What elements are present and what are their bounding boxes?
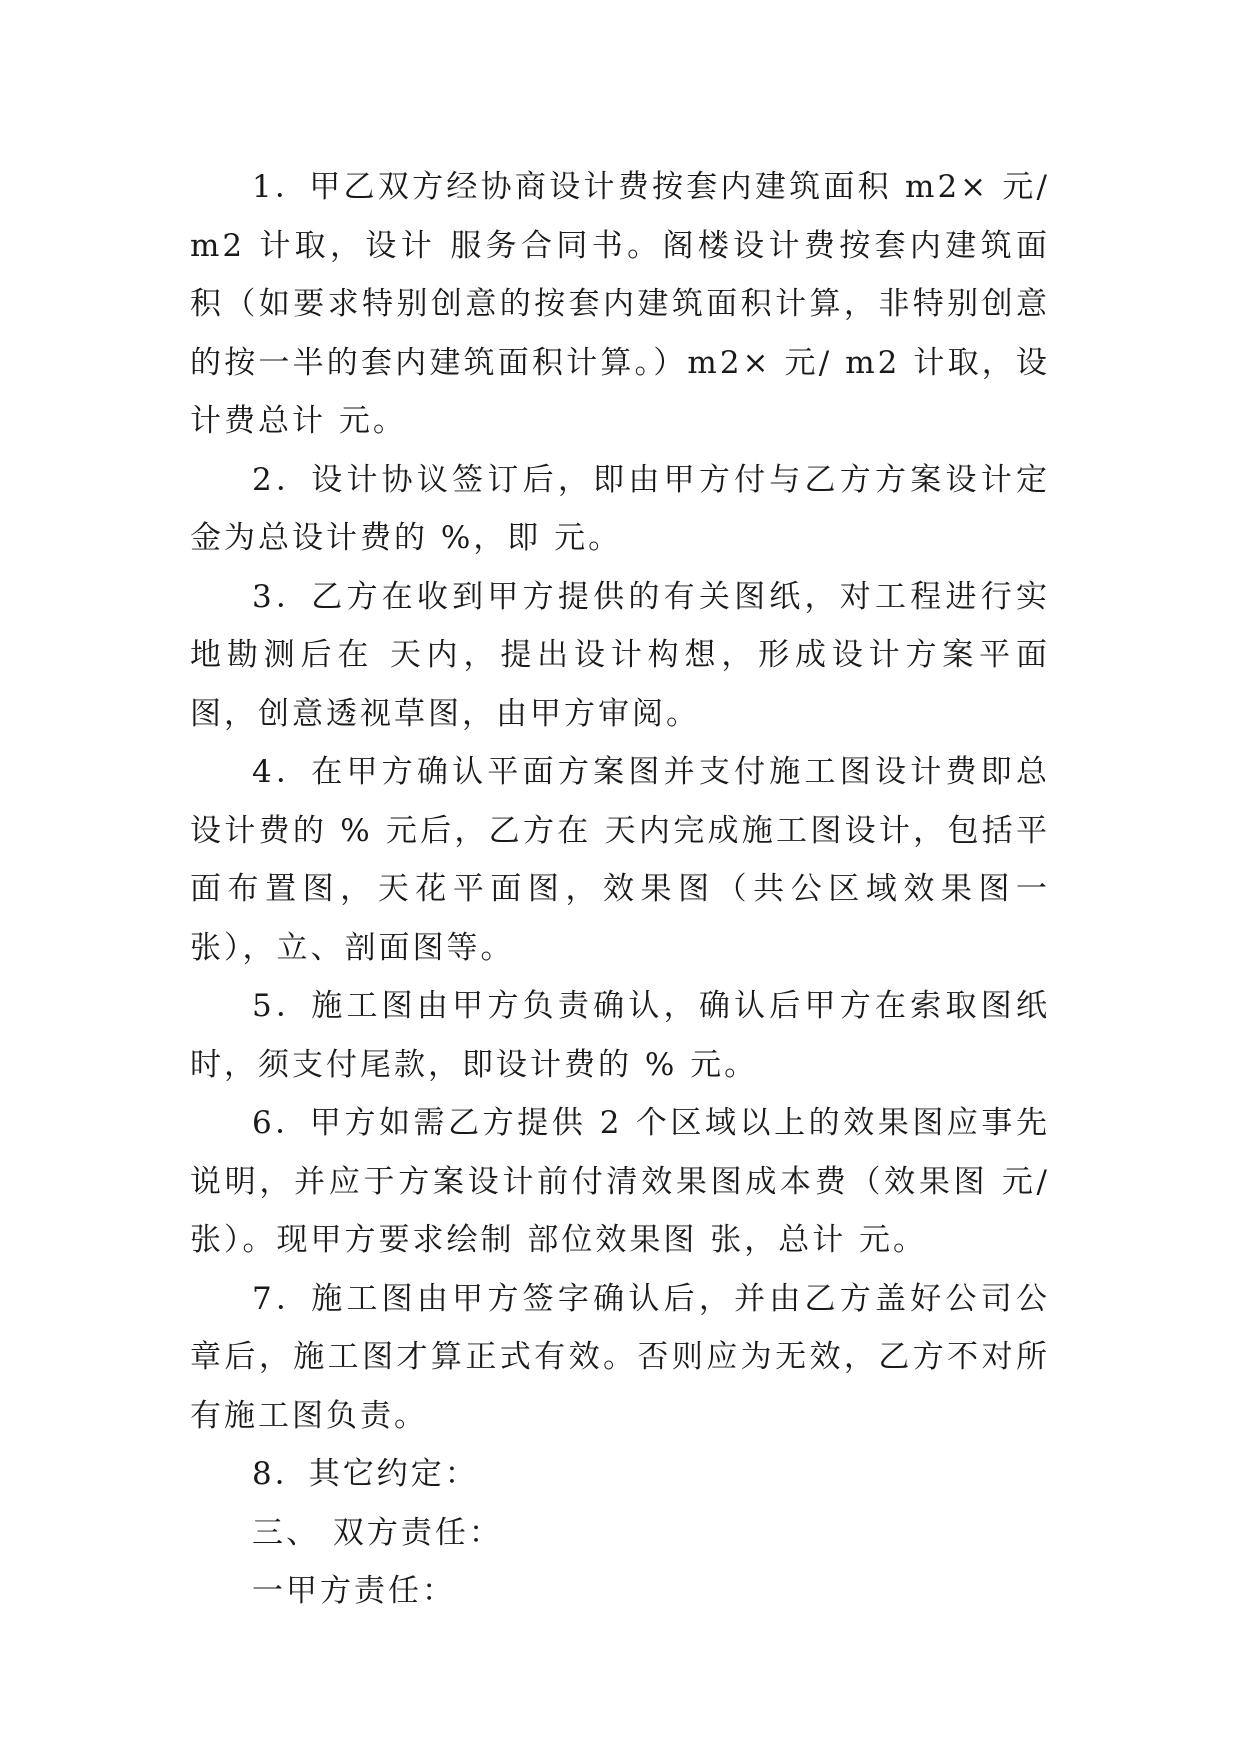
- document-body: [190, 158, 1050, 1621]
- paragraph-deposit: 2．设计协议签订后，即由甲方付与乙方方案设计定金为总设计费的 %，即 元。: [190, 461, 1050, 556]
- subsection-heading-party-a: 一甲方责任：: [252, 1573, 456, 1609]
- paragraph-signature-validity: 7．施工图由甲方签字确认后，并由乙方盖好公司公章后，施工图才算正式有效。否则应为无效，乙方不对所有施工图负责。: [190, 1280, 1050, 1434]
- paragraph-final-payment: 5．施工图由甲方负责确认，确认后甲方在索取图纸时，须支付尾款，即设计费的 % 元。: [190, 988, 1050, 1083]
- paragraph-design-fee: 1．甲乙双方经协商设计费按套内建筑面积 m2× 元/m2 计取，设计 服务合同书。阁楼设计费按套内建筑面积（如要求特别创意的按套内建筑面积计算，非特别创意的按一半的套内建筑面积计算。）m2× 元/ m2 计取，设计费总计 元。: [190, 169, 1050, 439]
- section-heading-responsibilities: 三、 双方责任：: [252, 1514, 503, 1551]
- paragraph-other-agreements: 8．其它约定：: [252, 1456, 479, 1492]
- paragraph-renderings: 6．甲方如需乙方提供 2 个区域以上的效果图应事先说明，并应于方案设计前付清效果图成本费（效果图 元/张）。现甲方要求绘制 部位效果图 张，总计 元。: [190, 1105, 1050, 1258]
- paragraph-construction-drawings: 4．在甲方确认平面方案图并支付施工图设计费即总设计费的 % 元后，乙方在 天内完成施工图设计，包括平面布置图，天花平面图，效果图（共公区域效果图一张），立、剖面图等。: [190, 754, 1050, 966]
- paragraph-survey: 3．乙方在收到甲方提供的有关图纸，对工程进行实地勘测后在 天内，提出设计构想，形成设计方案平面图，创意透视草图，由甲方审阅。: [190, 578, 1050, 732]
